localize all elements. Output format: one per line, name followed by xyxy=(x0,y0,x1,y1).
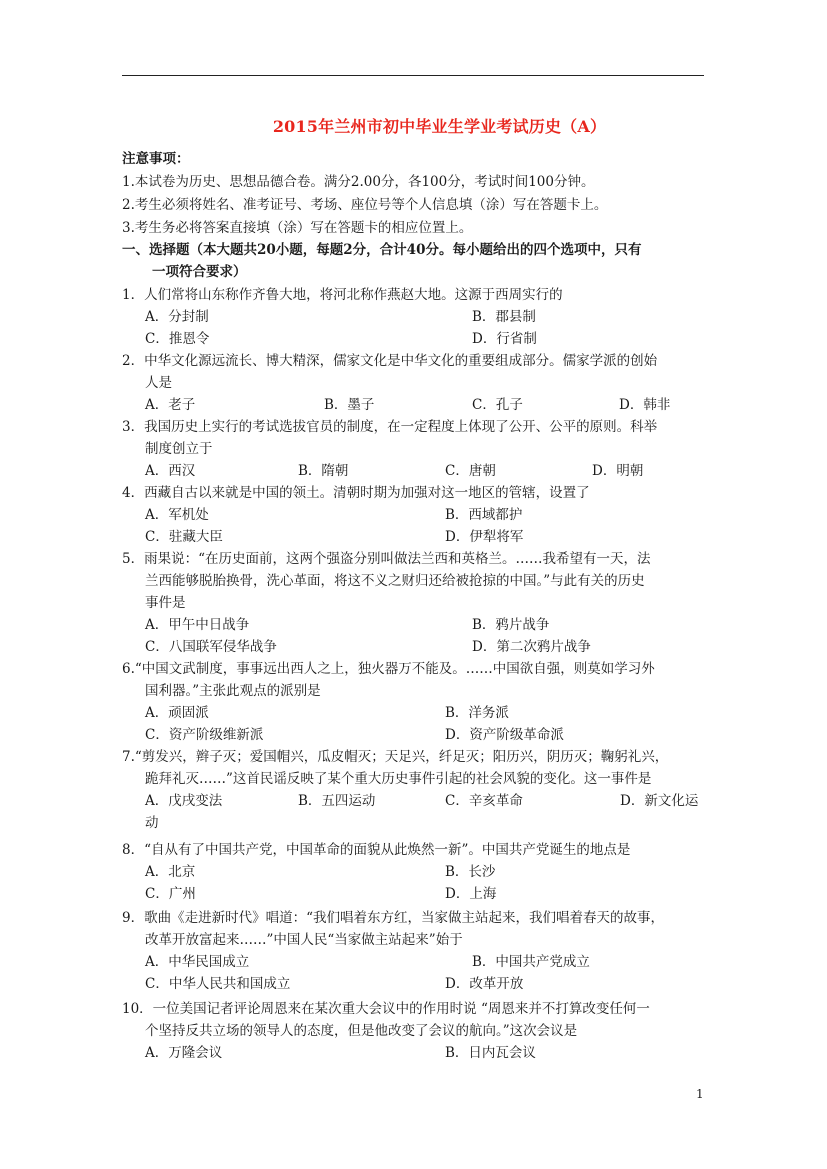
answer-option: A．中华民国成立 xyxy=(145,954,250,970)
answer-option: A．军机处 xyxy=(145,507,209,523)
answer-option: A．万隆会议 xyxy=(145,1045,223,1061)
answer-option: 动 xyxy=(145,815,159,831)
answer-option: C．驻藏大臣 xyxy=(145,529,223,545)
answer-option: C．中华人民共和国成立 xyxy=(145,976,291,992)
notice-item: 3.考生务必将答案直接填（涂）写在答题卡的相应位置上。 xyxy=(122,220,473,236)
answer-option: B．中国共产党成立 xyxy=(472,954,590,970)
question-stem: 个坚持反共立场的领导人的态度，但是他改变了会议的航向。”这次会议是 xyxy=(145,1023,578,1039)
question-stem: 跪拜礼灭……”这首民谣反映了某个重大历史事件引起的社会风貌的变化。这一事件是 xyxy=(145,771,652,787)
answer-option: B．郡县制 xyxy=(472,309,536,325)
page-number: 1 xyxy=(696,1087,704,1101)
answer-option: A．北京 xyxy=(145,864,196,880)
answer-option: A．老子 xyxy=(145,397,196,413)
answer-option: D．明朝 xyxy=(592,463,644,479)
question-stem: 8．“自从有了中国共产党，中国革命的面貌从此焕然一新”。中国共产党诞生的地点是 xyxy=(122,842,631,858)
answer-option: C．辛亥革命 xyxy=(445,793,523,809)
answer-option: D．伊犁将军 xyxy=(445,529,524,545)
answer-option: B．五四运动 xyxy=(298,793,376,809)
answer-option: C．推恩令 xyxy=(145,331,210,347)
question-stem: 事件是 xyxy=(145,595,186,611)
answer-option: B．鸦片战争 xyxy=(472,617,550,633)
answer-option: B．墨子 xyxy=(324,397,375,413)
header-rule xyxy=(122,75,704,76)
question-stem: 6.“中国文武制度，事事远出西人之上，独火器万不能及。……中国欲自强，则莫如学习外 xyxy=(122,661,655,677)
answer-option: B．日内瓦会议 xyxy=(445,1045,536,1061)
answer-option: A．西汉 xyxy=(145,463,196,479)
question-stem: 3．我国历史上实行的考试选拔官员的制度，在一定程度上体现了公开、公平的原则。科举 xyxy=(122,419,658,435)
answer-option: D．第二次鸦片战争 xyxy=(472,639,591,655)
section-heading: 一项符合要求） xyxy=(152,264,247,280)
question-stem: 兰西能够脱胎换骨，洗心革面，将这不义之财归还给被抢掠的中国。”与此有关的历史 xyxy=(145,573,645,589)
answer-option: D．韩非 xyxy=(619,397,671,413)
answer-option: B．西域都护 xyxy=(445,507,523,523)
answer-option: D．改革开放 xyxy=(445,976,524,992)
answer-option: B．长沙 xyxy=(445,864,496,880)
page-title: 2015年兰州市初中毕业生学业考试历史（A） xyxy=(272,117,607,136)
answer-option: C．资产阶级维新派 xyxy=(145,727,264,743)
question-stem: 2．中华文化源远流长、博大精深，儒家文化是中华文化的重要组成部分。儒家学派的创始 xyxy=(122,353,658,369)
question-stem: 7.“剪发兴，辫子灭；爱国帽兴，瓜皮帽灭；天足兴，纤足灭；阳历兴，阴历灭；鞠躬礼兴， xyxy=(122,749,669,765)
answer-option: B．隋朝 xyxy=(298,463,349,479)
notice-item: 2.考生必须将姓名、准考证号、考场、座位号等个人信息填（涂）写在答题卡上。 xyxy=(122,197,608,213)
answer-option: C．孔子 xyxy=(472,397,523,413)
answer-option: A．顽固派 xyxy=(145,705,209,721)
question-stem: 国利器。”主张此观点的派别是 xyxy=(145,683,321,699)
question-stem: 9．歌曲《走进新时代》唱道：“我们唱着东方红，当家做主站起来，我们唱着春天的故事， xyxy=(122,910,664,926)
answer-option: B．洋务派 xyxy=(445,705,509,721)
question-stem: 人是 xyxy=(145,375,172,391)
question-stem: 改革开放富起来……”中国人民“当家做主站起来”始于 xyxy=(145,932,463,948)
answer-option: C．八国联军侵华战争 xyxy=(145,639,277,655)
question-stem: 5．雨果说：“在历史面前，这两个强盗分别叫做法兰西和英格兰。……我希望有一天，法 xyxy=(122,551,651,567)
answer-option: A．甲午中日战争 xyxy=(145,617,250,633)
answer-option: C．唐朝 xyxy=(445,463,496,479)
section-heading: 一、选择题（本大题共20小题，每题2分，合计40分。每小题给出的四个选项中，只有 xyxy=(122,242,642,258)
answer-option: D．行省制 xyxy=(472,331,537,347)
answer-option: D．资产阶级革命派 xyxy=(445,727,564,743)
question-stem: 制度创立于 xyxy=(145,441,213,457)
answer-option: D．新文化运 xyxy=(620,793,699,809)
answer-option: A．戊戌变法 xyxy=(145,793,223,809)
answer-option: C．广州 xyxy=(145,886,196,902)
question-stem: 1．人们常将山东称作齐鲁大地，将河北称作燕赵大地。这源于西周实行的 xyxy=(122,287,563,303)
answer-option: A．分封制 xyxy=(145,309,209,325)
notice-heading: 注意事项： xyxy=(122,151,190,167)
notice-item: 1.本试卷为历史、思想品德合卷。满分2.00分，各100分，考试时间100分钟。 xyxy=(122,174,595,190)
question-stem: 4．西藏自古以来就是中国的领土。清朝时期为加强对这一地区的管辖，设置了 xyxy=(122,485,590,501)
question-stem: 10．一位美国记者评论周恩来在某次重大会议中的作用时说 “周恩来并不打算改变任何一 xyxy=(122,1001,650,1017)
answer-option: D．上海 xyxy=(445,886,497,902)
